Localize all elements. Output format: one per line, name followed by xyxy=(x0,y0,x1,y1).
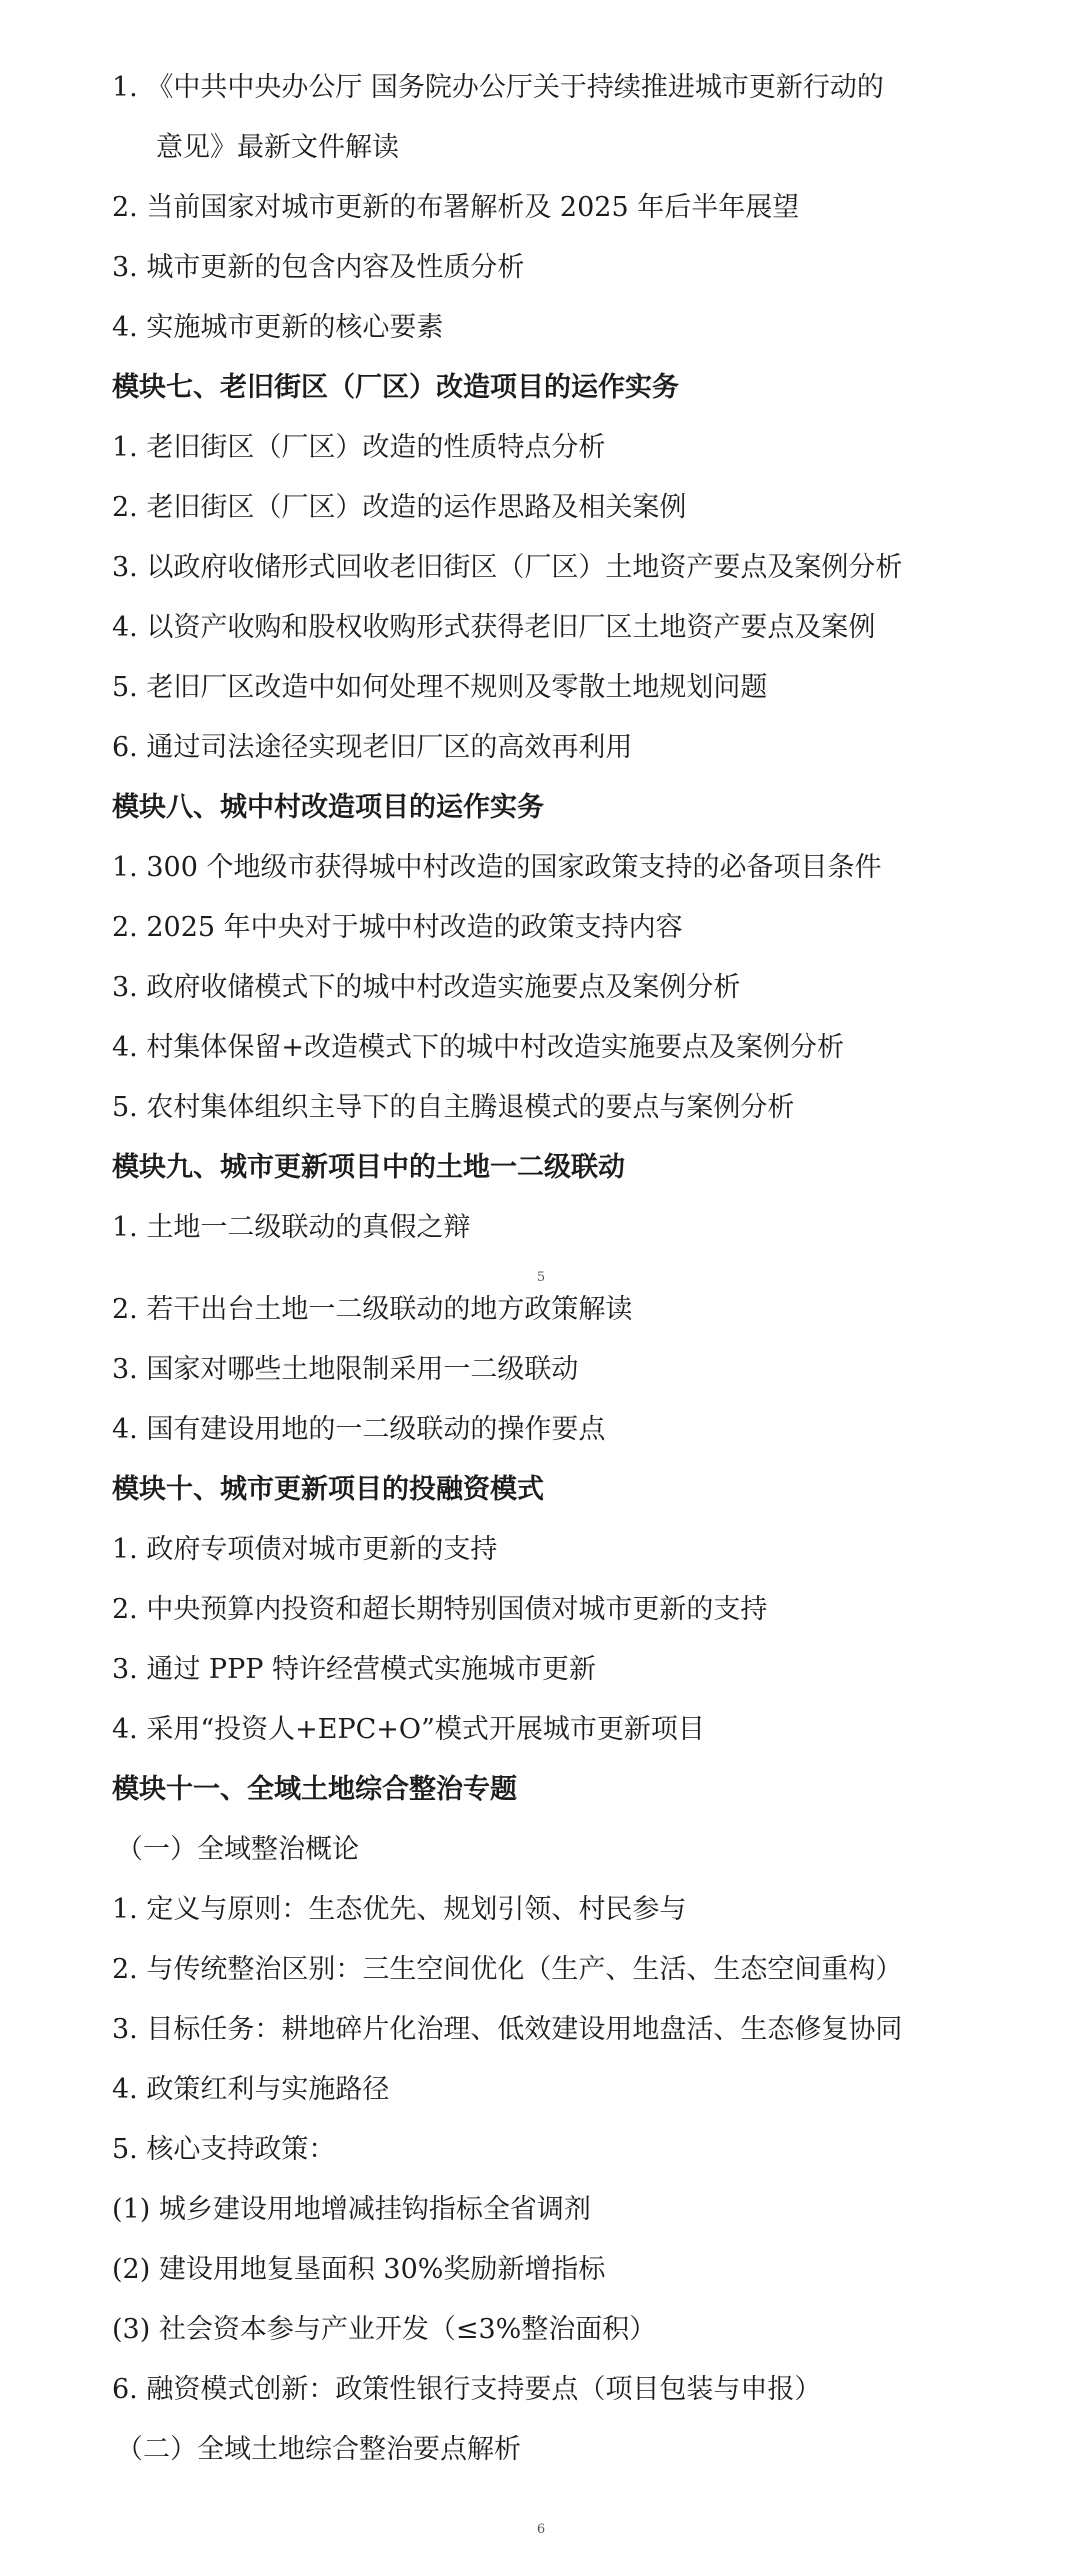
list-item: 2. 中央预算内投资和超长期特别国债对城市更新的支持 xyxy=(112,1594,768,1625)
list-item: 4. 政策红利与实施路径 xyxy=(112,2074,390,2105)
page-number: 6 xyxy=(536,2522,546,2537)
list-item: 1. 《中共中央办公厅 国务院办公厅关于持续推进城市更新行动的 xyxy=(112,72,884,103)
list-item: 5. 老旧厂区改造中如何处理不规则及零散土地规划问题 xyxy=(112,672,768,703)
section-heading: 模块十、城市更新项目的投融资模式 xyxy=(112,1474,544,1505)
list-item: 3. 以政府收储形式回收老旧街区（厂区）土地资产要点及案例分析 xyxy=(112,552,903,583)
list-item: 6. 融资模式创新：政策性银行支持要点（项目包装与申报） xyxy=(112,2374,822,2405)
section-heading: 模块八、城中村改造项目的运作实务 xyxy=(112,792,544,823)
list-item: 2. 老旧街区（厂区）改造的运作思路及相关案例 xyxy=(112,492,687,523)
list-item: 1. 土地一二级联动的真假之辩 xyxy=(112,1212,471,1243)
list-item: 5. 农村集体组织主导下的自主腾退模式的要点与案例分析 xyxy=(112,1092,795,1123)
list-item: (2) 建设用地复垦面积 30%奖励新增指标 xyxy=(112,2254,606,2285)
list-item: （一）全域整治概论 xyxy=(116,1834,359,1865)
list-item: 4. 国有建设用地的一二级联动的操作要点 xyxy=(112,1414,606,1445)
list-item: 4. 采用“投资人+EPC+O”模式开展城市更新项目 xyxy=(112,1714,705,1745)
list-item: 1. 定义与原则：生态优先、规划引领、村民参与 xyxy=(112,1894,687,1925)
list-item: （二）全域土地综合整治要点解析 xyxy=(116,2434,521,2465)
list-item: 6. 通过司法途径实现老旧厂区的高效再利用 xyxy=(112,732,633,763)
list-item: 4. 村集体保留+改造模式下的城中村改造实施要点及案例分析 xyxy=(112,1032,844,1063)
section-heading: 模块七、老旧街区（厂区）改造项目的运作实务 xyxy=(112,372,679,403)
list-item: 4. 实施城市更新的核心要素 xyxy=(112,312,444,343)
section-heading: 模块九、城市更新项目中的土地一二级联动 xyxy=(112,1152,625,1183)
list-item: 3. 目标任务：耕地碎片化治理、低效建设用地盘活、生态修复协同 xyxy=(112,2014,903,2045)
section-heading: 模块十一、全域土地综合整治专题 xyxy=(112,1774,517,1805)
list-item: 2. 与传统整治区别：三生空间优化（生产、生活、生态空间重构） xyxy=(112,1954,903,1985)
list-item: 5. 核心支持政策： xyxy=(112,2134,336,2165)
list-item: 2. 当前国家对城市更新的布署解析及 2025 年后半年展望 xyxy=(112,192,800,223)
list-item: 3. 通过 PPP 特许经营模式实施城市更新 xyxy=(112,1654,597,1685)
list-item: 1. 老旧街区（厂区）改造的性质特点分析 xyxy=(112,432,606,463)
list-item: (1) 城乡建设用地增减挂钩指标全省调剂 xyxy=(112,2194,591,2225)
list-item: 3. 政府收储模式下的城中村改造实施要点及案例分析 xyxy=(112,972,741,1003)
page-number: 5 xyxy=(536,1270,546,1285)
list-item: 2. 若干出台土地一二级联动的地方政策解读 xyxy=(112,1294,633,1325)
list-item: 2. 2025 年中央对于城中村改造的政策支持内容 xyxy=(112,912,683,943)
list-item: 1. 政府专项债对城市更新的支持 xyxy=(112,1534,498,1565)
list-item: 3. 国家对哪些土地限制采用一二级联动 xyxy=(112,1354,579,1385)
list-item: 1. 300 个地级市获得城中村改造的国家政策支持的必备项目条件 xyxy=(112,852,882,883)
list-item: (3) 社会资本参与产业开发（≤3%整治面积） xyxy=(112,2314,657,2345)
list-item: 3. 城市更新的包含内容及性质分析 xyxy=(112,252,525,283)
list-item: 意见》最新文件解读 xyxy=(156,132,399,163)
list-item: 4. 以资产收购和股权收购形式获得老旧厂区土地资产要点及案例 xyxy=(112,612,876,643)
